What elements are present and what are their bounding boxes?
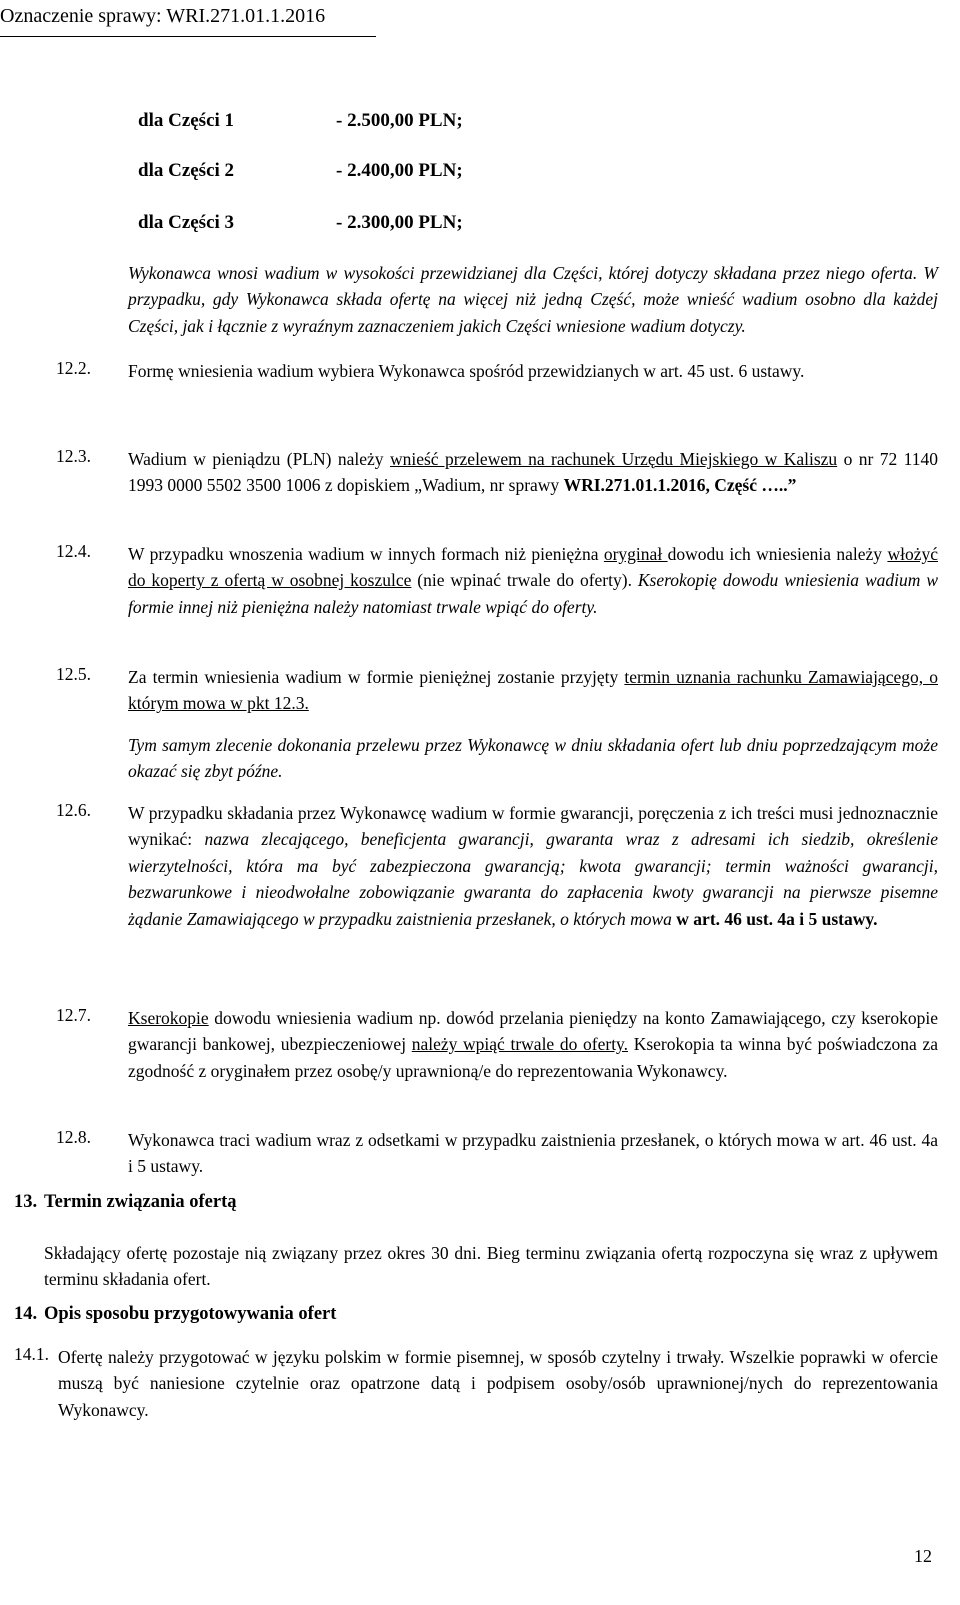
section-12-2-paragraph: Formę wniesienia wadium wybiera Wykonawca spośród przewidzianych w art. 45 ust. 6 ustawy. bbox=[128, 361, 805, 381]
section-13-paragraph: Składający ofertę pozostaje nią związany przez okres 30 dni. Bieg terminu związania ofertą rozpoczyna się wraz z upływem terminu składania ofert. bbox=[44, 1243, 938, 1290]
section-number: 14.1. bbox=[14, 1344, 49, 1364]
section-number: 12.4. bbox=[56, 541, 91, 561]
deposit-intro-paragraph: Wykonawca wnosi wadium w wysokości przewidzianej dla Części, której dotyczy składana przez niego oferta. W przypadku, gdy Wykonawca składa ofertę na więcej niż jedną Część, może wnieść wadium osobno dla każdej Części, jak i łącznie z wyraźnym zaznaczeniem jakich Części wniesione wadium dotyczy. bbox=[128, 263, 938, 336]
heading-title: Opis sposobu przygotowywania ofert bbox=[44, 1304, 337, 1324]
section-12-5-note: Tym samym zlecenie dokonania przelewu przez Wykonawcę w dniu składania ofert lub dniu poprzedzającym może okazać się zbyt późne. bbox=[128, 735, 938, 782]
section-12-4-paragraph: W przypadku wnoszenia wadium w innych formach niż pieniężna oryginał dowodu ich wniesienia należy włożyć do koperty z ofertą w osobnej koszulce (nie wpinać trwale do oferty). Kserokopię dowodu wniesienia wadium w formie innej niż pieniężna należy natomiast trwale wpiąć do oferty. bbox=[128, 544, 938, 617]
fee-label: dla Części 1 bbox=[138, 110, 235, 131]
section-12-6-paragraph: W przypadku składania przez Wykonawcę wadium w formie gwarancji, poręczenia z ich treści musi jednoznacznie wynikać: nazwa zlecającego, beneficjenta gwarancji, gwaranta wraz z adresami ich siedzib, określenie wierzytelności, która ma być zabezpieczona gwarancją; kwota gwarancji; termin ważności gwarancji, bezwarunkowe i nieodwołalne zobowiązanie gwaranta do zapłacenia kwoty gwarancji na pierwsze pisemne żądanie Zamawiającego w przypadku zaistnienia przesłanek, o których mowa w art. 46 ust. 4a i 5 ustawy. bbox=[128, 803, 938, 929]
document-header: Oznaczenie sprawy: WRI.271.01.1.2016 bbox=[0, 5, 326, 27]
section-number: 12.3. bbox=[56, 446, 91, 466]
fee-amount: - 2.400,00 PLN; bbox=[336, 160, 463, 181]
section-12-8-paragraph: Wykonawca traci wadium wraz z odsetkami w przypadku zaistnienia przesłanek, o których mowa w art. 46 ust. 4a i 5 ustawy. bbox=[128, 1130, 938, 1177]
section-12-7-paragraph: Kserokopie dowodu wniesienia wadium np. dowód przelania pieniędzy na konto Zamawiającego, czy kserokopie gwarancji bankowej, ubezpieczeniowej należy wpiąć trwale do oferty. Kserokopia ta winna być poświadczona za zgodność z oryginałem przez osobę/y uprawnioną/e do reprezentowania Wykonawcy. bbox=[128, 1008, 938, 1081]
heading-number: 13. bbox=[14, 1192, 38, 1212]
section-12-3-paragraph: Wadium w pieniądzu (PLN) należy wnieść przelewem na rachunek Urzędu Miejskiego w Kaliszu o nr 72 1140 1993 0000 5502 3500 1006 z dopiskiem „Wadium, nr sprawy WRI.271.01.1.2016, Część …..” bbox=[128, 449, 938, 496]
section-number: 12.8. bbox=[56, 1127, 91, 1147]
fee-label: dla Części 3 bbox=[138, 212, 235, 233]
section-12-5-paragraph: Za termin wniesienia wadium w formie pieniężnej zostanie przyjęty termin uznania rachunku Zamawiającego, o którym mowa w pkt 12.3. bbox=[128, 667, 938, 714]
section-14-1-paragraph: Ofertę należy przygotować w języku polskim w formie pisemnej, w sposób czytelny i trwały. Wszelkie poprawki w ofercie muszą być naniesione czytelnie oraz opatrzone datą i podpisem osoby/osób uprawnionej/nych do reprezentowania Wykonawcy. bbox=[58, 1347, 938, 1420]
header-rule bbox=[0, 36, 376, 37]
heading-title: Termin związania ofertą bbox=[44, 1192, 237, 1212]
fee-amount: - 2.300,00 PLN; bbox=[336, 212, 463, 233]
fee-label: dla Części 2 bbox=[138, 160, 235, 181]
section-number: 12.2. bbox=[56, 358, 91, 378]
fee-amount: - 2.500,00 PLN; bbox=[336, 110, 463, 131]
page-number: 12 bbox=[914, 1546, 932, 1566]
section-number: 12.5. bbox=[56, 664, 91, 684]
section-number: 12.7. bbox=[56, 1005, 91, 1025]
section-number: 12.6. bbox=[56, 800, 91, 820]
heading-number: 14. bbox=[14, 1304, 38, 1324]
